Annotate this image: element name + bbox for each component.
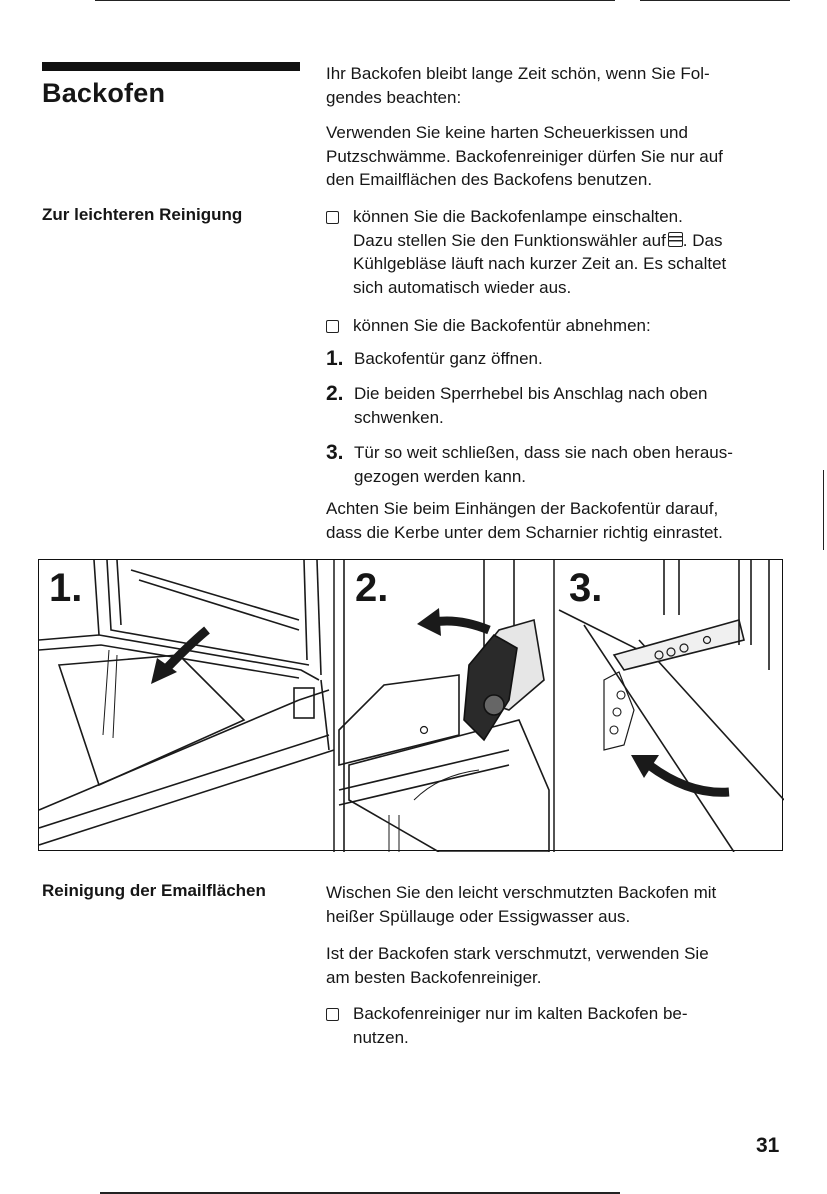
- title-bar: [42, 62, 300, 71]
- checkbox-icon: [326, 1008, 339, 1021]
- text-line: Wischen Sie den leicht verschmutzten Backofen mit: [326, 883, 717, 902]
- text-line: Dazu stellen Sie den Funktionswähler auf . Das: [353, 230, 723, 250]
- text-line: schwenken.: [354, 407, 444, 427]
- step-2: [326, 382, 796, 429]
- bullet-text: [353, 1002, 688, 1049]
- text-line: Die beiden Sperrhebel bis Anschlag nach oben: [354, 384, 708, 403]
- bullet-text: [353, 205, 726, 299]
- right-margin-line: [823, 470, 824, 550]
- text-line: gezogen werden kann.: [354, 466, 527, 486]
- text-line: heißer Spüllauge oder Essigwasser aus.: [326, 906, 631, 926]
- step-number: 1.: [326, 347, 344, 370]
- step-number: 3.: [326, 441, 344, 464]
- text-line: können Sie die Backofenlampe einschalten.: [353, 207, 683, 226]
- enamel-paragraph-1: [326, 881, 796, 928]
- figure-drawing: [39, 560, 784, 852]
- intro-paragraph-1: [326, 62, 796, 109]
- enamel-paragraph-2: [326, 942, 796, 989]
- panel-label-1: 1.: [49, 566, 83, 610]
- bullet-lamp: [326, 205, 796, 299]
- step-text: Backofentür ganz öffnen.: [354, 349, 543, 368]
- text-line: Achten Sie beim Einhängen der Backofentür darauf,: [326, 499, 719, 518]
- top-rule: [95, 0, 615, 1]
- heading-enamel-cleaning: Reinigung der Emailflächen: [42, 881, 266, 900]
- step-3: [326, 441, 796, 488]
- text-line: den Emailflächen des Backofens benutzen.: [326, 170, 653, 189]
- text-line: Kühlgebläse läuft nach kurzer Zeit an. Es schaltet: [353, 254, 727, 273]
- text-line: Tür so weit schließen, dass sie nach oben heraus-: [354, 443, 733, 462]
- note-paragraph: [326, 497, 796, 544]
- checkbox-icon: [326, 320, 339, 333]
- text-line: sich automatisch wieder aus.: [353, 277, 572, 297]
- bullet-text: können Sie die Backofentür abnehmen:: [353, 316, 651, 335]
- step-1: [326, 347, 796, 371]
- text-line: Verwenden Sie keine harten Scheuerkissen und: [326, 123, 688, 142]
- text-line: am besten Backofenreiniger.: [326, 967, 542, 987]
- bullet-door: [326, 314, 796, 338]
- text-line: Ist der Backofen stark verschmutzt, verwenden Sie: [326, 944, 709, 963]
- text-line: Ihr Backofen bleibt lange Zeit schön, wenn Sie Fol-: [326, 64, 710, 83]
- oven-lamp-symbol-icon: [668, 232, 683, 247]
- step-number: 2.: [326, 382, 344, 405]
- step-text: [354, 382, 707, 429]
- text-line: Putzschwämme. Backofenreiniger dürfen Sie nur auf: [326, 146, 723, 166]
- panel-label-2: 2.: [355, 566, 389, 610]
- text-line: nutzen.: [353, 1027, 409, 1047]
- checkbox-icon: [326, 211, 339, 224]
- top-rule-right: [640, 0, 790, 1]
- text-line: Backofenreiniger nur im kalten Backofen be-: [353, 1004, 688, 1023]
- panel-1-oven-door-open: [39, 560, 334, 845]
- text-line: dass die Kerbe unter dem Scharnier richtig einrastet.: [326, 522, 723, 542]
- page-title: Backofen: [42, 78, 166, 108]
- intro-paragraph-2: [326, 121, 796, 192]
- step-text: [354, 441, 733, 488]
- bullet-cleaner: [326, 1002, 796, 1049]
- door-removal-figure: [38, 559, 783, 851]
- page-number: 31: [756, 1134, 780, 1157]
- text-line: gendes beachten:: [326, 87, 462, 107]
- panel-label-3: 3.: [569, 566, 603, 610]
- heading-easy-cleaning: Zur leichteren Reinigung: [42, 205, 243, 224]
